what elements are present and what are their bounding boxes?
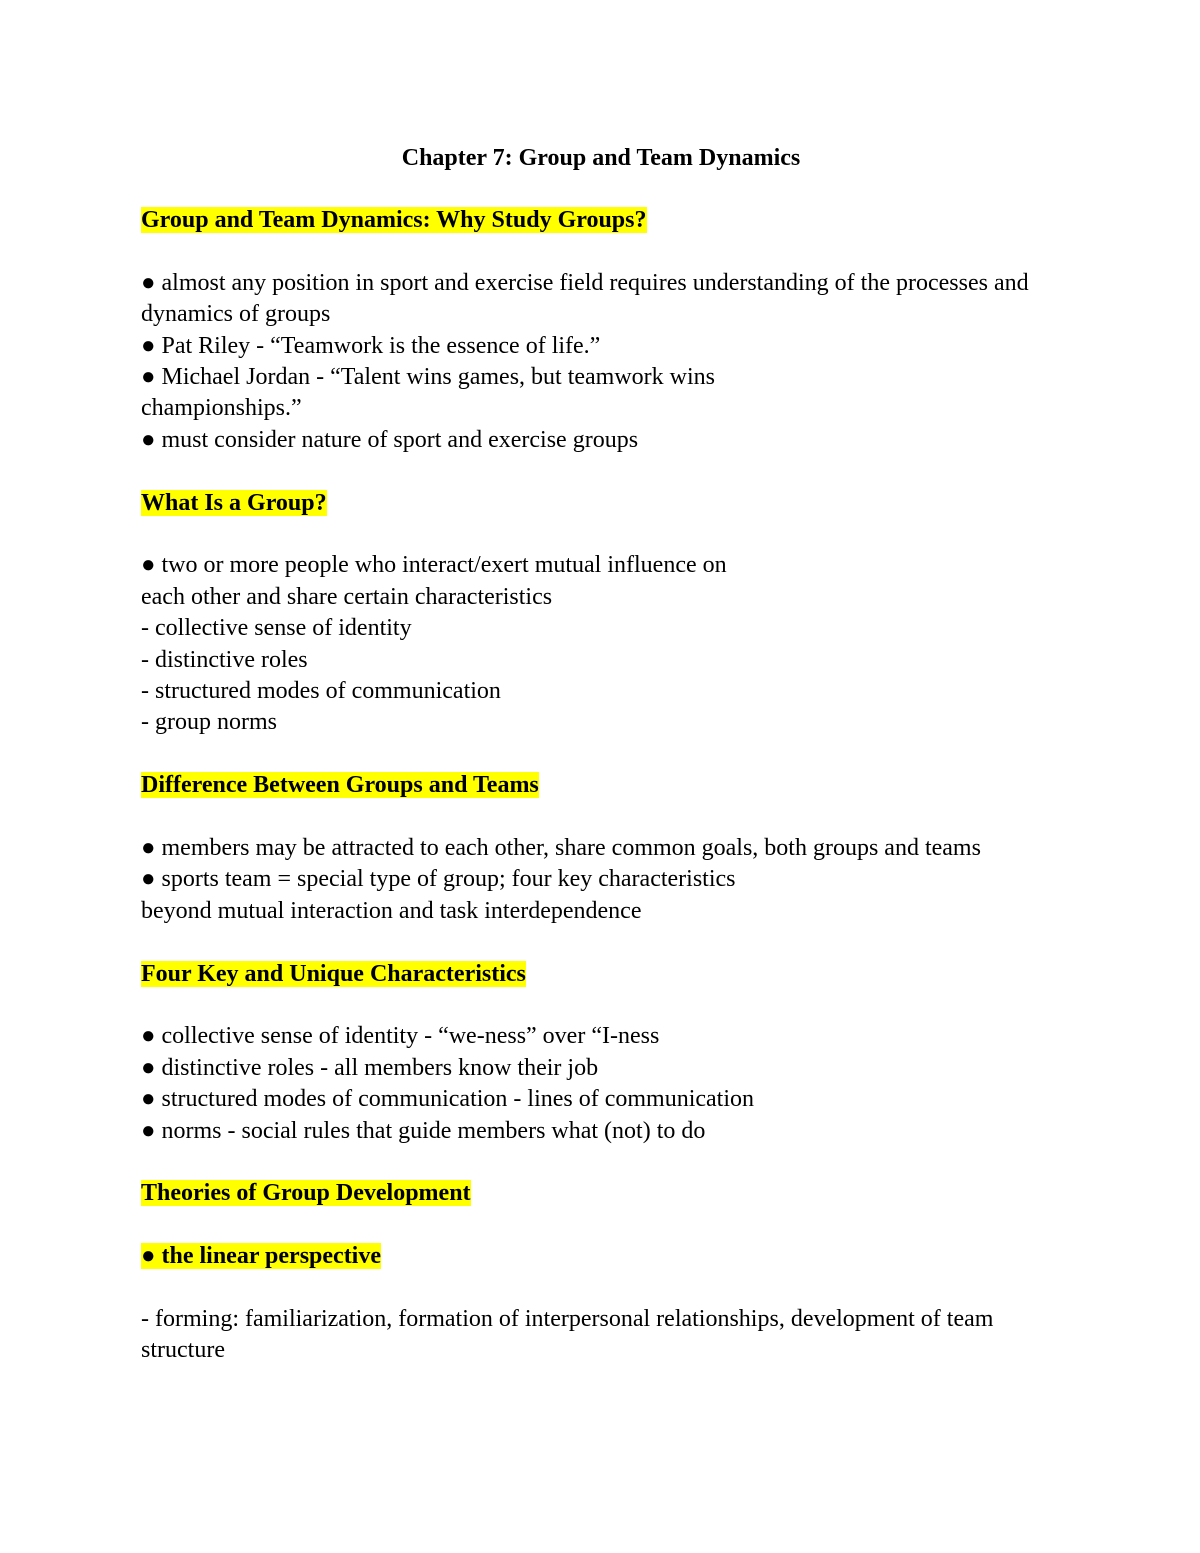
- bullet-line: ● norms - social rules that guide members what (not) to do: [141, 1117, 706, 1144]
- section-heading: [141, 488, 1071, 519]
- section-heading: [141, 205, 1071, 236]
- section-heading: [141, 1178, 1071, 1209]
- highlighted-heading-text: Group and Team Dynamics: Why Study Groups?: [141, 207, 647, 233]
- spacer: [141, 927, 1071, 958]
- dash-line: - collective sense of identity: [141, 615, 412, 642]
- highlighted-heading-text: Difference Between Groups and Teams: [141, 772, 539, 799]
- bullet-line: ● sports team = special type of group; four key characteristics: [141, 866, 736, 893]
- spacer: [141, 174, 1071, 205]
- subsection-heading: [141, 1241, 1071, 1272]
- section-heading: [141, 770, 1071, 801]
- highlighted-heading-text: Four Key and Unique Characteristics: [141, 960, 526, 987]
- spacer: [141, 802, 1071, 833]
- spacer: [141, 1273, 1071, 1304]
- highlighted-heading-text: ● the linear perspective: [141, 1243, 381, 1270]
- spacer: [141, 1210, 1071, 1241]
- bullet-line: ● Pat Riley - “Teamwork is the essence of life.”: [141, 332, 601, 359]
- document-title: Chapter 7: Group and Team Dynamics: [401, 145, 801, 171]
- dash-line: - structured modes of communication: [141, 678, 501, 705]
- spacer: [141, 519, 1071, 550]
- highlighted-heading-text: Theories of Group Development: [141, 1180, 471, 1207]
- text-line: each other and share certain characteristics: [141, 583, 553, 610]
- bullet-line: ● structured modes of communication - lines of communication: [141, 1086, 755, 1113]
- spacer: [141, 456, 1071, 487]
- dash-line: - distinctive roles: [141, 646, 308, 673]
- dash-line: - group norms: [141, 709, 277, 736]
- section-heading: [141, 959, 1071, 990]
- text-line: beyond mutual interaction and task interdependence: [141, 897, 642, 924]
- document-content: [141, 142, 1071, 1367]
- spacer: [141, 1147, 1071, 1178]
- spacer: [141, 739, 1071, 770]
- bullet-line: ● Michael Jordan - “Talent wins games, but teamwork wins: [141, 364, 716, 391]
- highlighted-heading-text: What Is a Group?: [141, 489, 327, 516]
- dash-line: - forming: familiarization, formation of interpersonal relationships, development of team structure: [141, 1306, 994, 1364]
- bullet-line: ● distinctive roles - all members know their job: [141, 1054, 599, 1081]
- bullet-line: ● two or more people who interact/exert mutual influence on: [141, 552, 727, 579]
- spacer: [141, 236, 1071, 267]
- bullet-line: ● must consider nature of sport and exercise groups: [141, 426, 639, 453]
- bullet-line: ● members may be attracted to each other, share common goals, both groups and teams: [141, 835, 981, 862]
- spacer: [141, 990, 1071, 1021]
- text-line: championships.”: [141, 395, 302, 422]
- bullet-line: ● collective sense of identity - “we-ness” over “I-ness: [141, 1023, 660, 1050]
- bullet-line: ● almost any position in sport and exercise field requires understanding of the processes and dynamics of groups: [141, 269, 1029, 328]
